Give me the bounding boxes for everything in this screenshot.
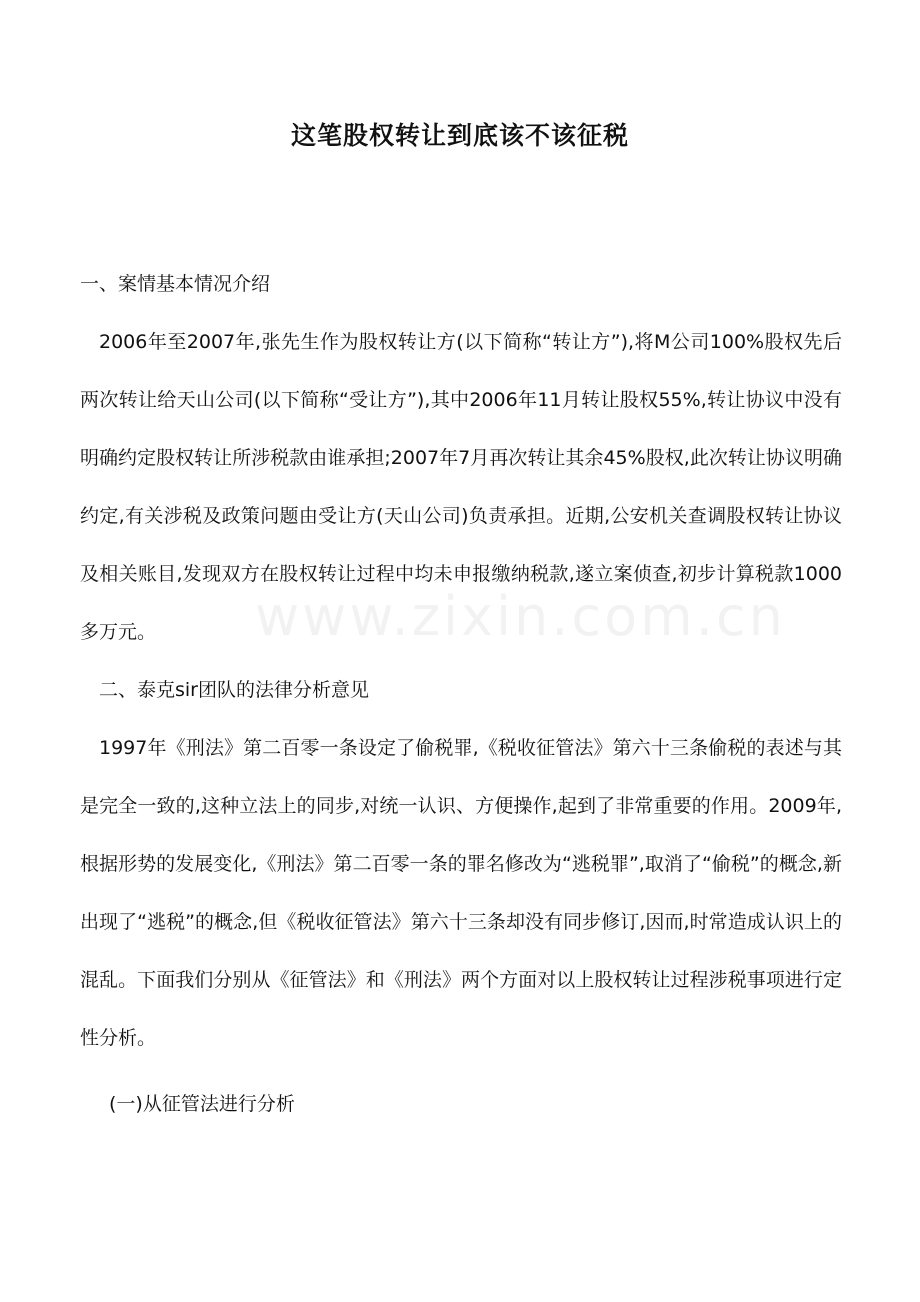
section1-paragraph: 2006年至2007年,张先生作为股权转让方(以下简称“转让方”),将M公司100%股权先后两次转让给天山公司(以下简称“受让方”),其中2006年11月转让股权55%,转让协议中没有明确约定股权转让所涉税款由谁承担;2007年7月再次转让其余45%股权,此次转让协议明确约定,有关涉税及政策问题由受让方(天山公司)负责承担。近期,公安机关查调股权转让协议及相关账目,发现双方在股权转让过程中均未申报缴纳税款,遂立案侦查,初步计算税款1000多万元。 [80,331,842,643]
section2-paragraph: 1997年《刑法》第二百零一条设定了偷税罪,《税收征管法》第六十三条偷税的表述与其是完全一致的,这种立法上的同步,对统一认识、方便操作,起到了非常重要的作用。2009年,根据形势的发展变化,《刑法》第二百零一条的罪名修改为“逃税罪”,取消了“偷税”的概念,新出现了“逃税”的概念,但《税收征管法》第六十三条却没有同步修订,因而,时常造成认识上的混乱。下面我们分别从《征管法》和《刑法》两个方面对以上股权转让过程涉税事项进行定性分析。 [80,737,842,1049]
section2-heading: 二、泰克sir团队的法律分析意见 [99,679,369,701]
watermark: www.zixin.com.cn [255,585,786,648]
document-body [80,255,842,1133]
section1-heading: 一、案情基本情况介绍 [80,273,271,295]
subsection-heading: (一)从征管法进行分析 [109,1093,295,1115]
document-title: 这笔股权转让到底该不该征税 [290,121,629,150]
